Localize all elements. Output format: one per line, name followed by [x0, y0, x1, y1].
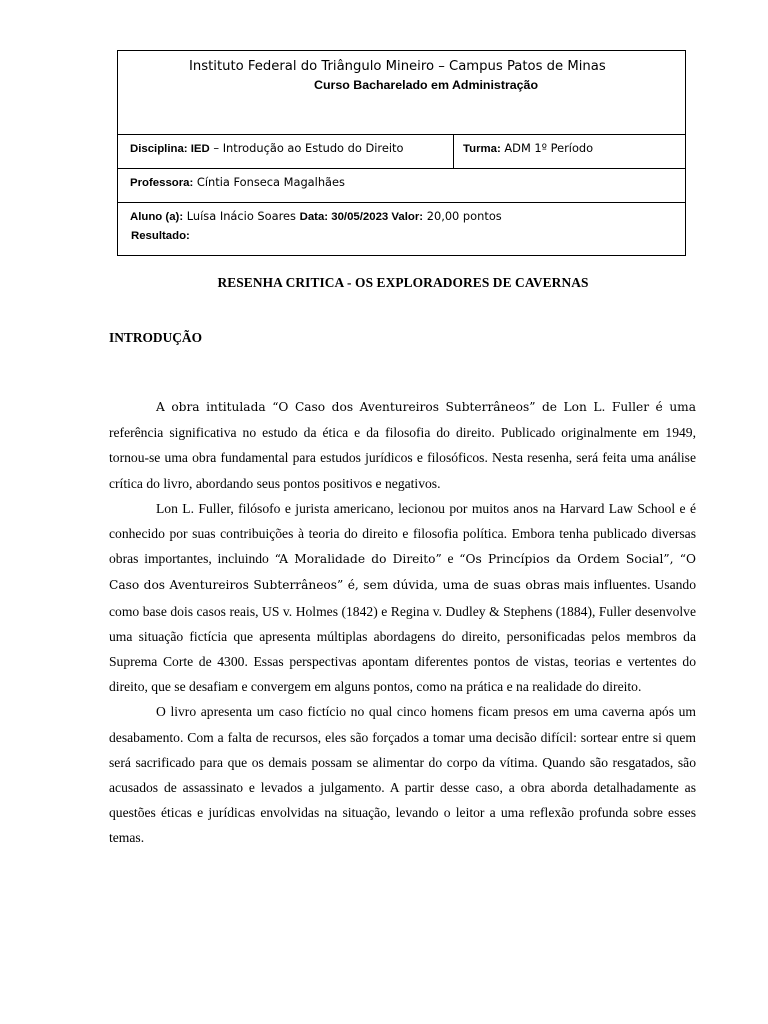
date-label: Data: 30/05/2023: [299, 211, 389, 223]
header-discipline-row: [118, 135, 685, 169]
document-title: RESENHA CRITICA - OS EXPLORADORES DE CAVERNAS: [217, 275, 589, 290]
result-label: Resultado:: [131, 230, 190, 242]
class-label: Turma:: [463, 143, 501, 155]
professor-label: Professora:: [130, 177, 194, 189]
paragraph-2-e: mais influentes. Usando como base dois casos reais, US v. Holmes (1842) e Regina v. Dudley & Stephens (1884), Fuller desenvolve uma situação fictícia que apresenta múltiplas abordagens do direito, personificadas pelos membros da Suprema Corte de 4300. Essas perspectivas apontam diferentes pontos de vistas, teorias e vertentes do direito, que se desafiam e convergem em alguns pontos, como na prática e na realidade do direito.: [109, 577, 696, 695]
paragraph-1-lead: A obra intitulada “O Caso dos Aventureiros Subterrâneos” de Lon L. Fuller é uma: [156, 400, 696, 414]
discipline-cell: [130, 141, 403, 155]
header-table: [117, 50, 686, 256]
paragraph-2-a: Lon L. Fuller, filósofo e jurista americano, lecionou por muitos anos na Harvard Law School e é conhecido por suas contribuições à teoria do direito e filosofia política. Embora tenha publicado diversas obras importantes, incluindo: [109, 500, 696, 567]
student-value: Luísa Inácio Soares: [183, 209, 300, 223]
paragraph-1-rest: referência significativa no estudo da ética e da filosofia do direito. Publicado originalmente em 1949, tornou-se uma obra fundamental para estudos jurídicos e filosóficos. Nesta resenha, será feita uma análise crítica do livro, abordando seus pontos positivos e negativos.: [109, 425, 696, 491]
header-student-row: [118, 203, 685, 257]
header-institution-row: [118, 51, 685, 135]
class-cell: [463, 141, 593, 155]
cell-divider: [453, 135, 454, 168]
class-value: ADM 1º Período: [500, 141, 594, 155]
paragraph-2: [109, 496, 696, 700]
value-value: 20,00 pontos: [423, 209, 502, 223]
section-heading: INTRODUÇÃO: [109, 330, 202, 345]
student-label: Aluno (a):: [130, 211, 184, 223]
professor-cell: [130, 175, 345, 189]
professor-value: Cíntia Fonseca Magalhães: [193, 175, 345, 189]
paragraph-2-book-title: “A Moralidade do Direito”: [274, 552, 442, 567]
document-body: [109, 394, 696, 851]
paragraph-2-c: e: [441, 551, 460, 567]
header-professor-row: [118, 169, 685, 203]
discipline-label: Disciplina: IED: [130, 143, 210, 155]
paragraph-1: [109, 394, 696, 496]
paragraph-2-d: “Os Princípios da Ordem Social”, “O Caso dos Aventureiros Subterrâneos” é, sem dúvida, uma de suas obras: [109, 552, 696, 593]
course-name: Curso Bacharelado em Administração: [314, 78, 539, 92]
value-label: Valor:: [388, 211, 424, 223]
paragraph-3: O livro apresenta um caso fictício no qual cinco homens ficam presos em uma caverna após um desabamento. Com a falta de recursos, eles são forçados a tomar uma decisão difícil: sortear entre si quem será sacrificado para que os demais possam se alimentar do corpo da vítima. Quando são resgatados, são acusados de assassinato e levados a julgamento. A partir desse caso, a obra aborda detalhadamente as questões éticas e jurídicas envolvidas na situação, levando o leitor a uma reflexão profunda sobre esses temas.: [109, 704, 696, 846]
institution-name: Instituto Federal do Triângulo Mineiro – Campus Patos de Minas: [189, 59, 606, 74]
discipline-value: – Introdução ao Estudo do Direito: [209, 141, 404, 155]
student-cell: [130, 209, 502, 223]
